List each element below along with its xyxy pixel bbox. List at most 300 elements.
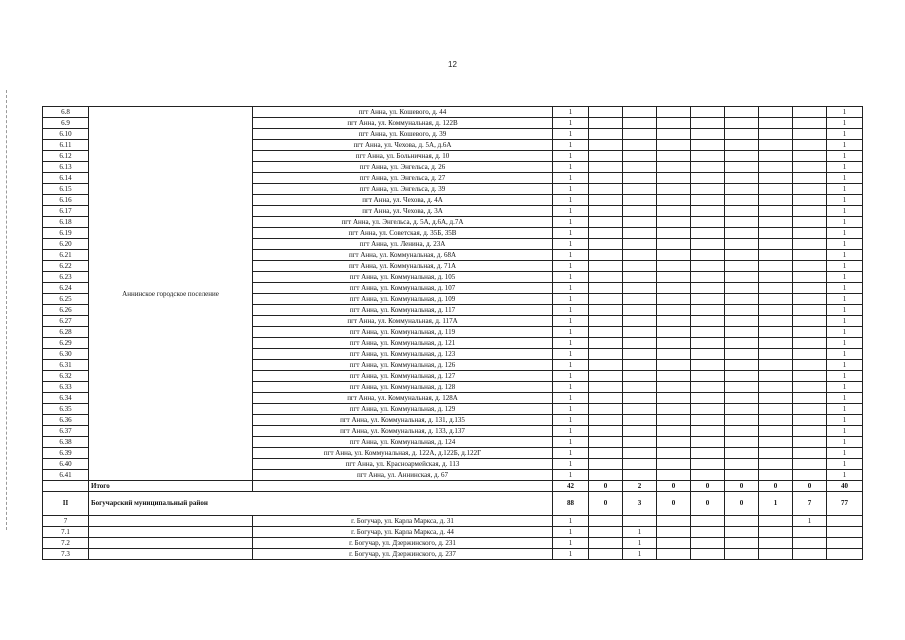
value-cell: 1 bbox=[827, 283, 863, 294]
district-value-cell: 77 bbox=[827, 492, 863, 516]
value-cell: 1 bbox=[553, 151, 589, 162]
value-cell: 1 bbox=[827, 327, 863, 338]
row-number: 6.35 bbox=[43, 404, 89, 415]
value-cell bbox=[657, 283, 691, 294]
value-cell bbox=[691, 140, 725, 151]
value-cell: 1 bbox=[553, 250, 589, 261]
value-cell bbox=[623, 173, 657, 184]
value-cell bbox=[691, 459, 725, 470]
value-cell bbox=[589, 107, 623, 118]
value-cell bbox=[827, 549, 863, 560]
address-cell: пгт Анна, ул. Энгельса, д. 39 bbox=[253, 184, 553, 195]
value-cell bbox=[759, 294, 793, 305]
address-cell: пгт Анна, ул. Кошевого, д. 39 bbox=[253, 129, 553, 140]
value-cell bbox=[657, 338, 691, 349]
value-cell bbox=[691, 382, 725, 393]
value-cell: 1 bbox=[827, 305, 863, 316]
row-number: 6.18 bbox=[43, 217, 89, 228]
value-cell: 1 bbox=[827, 107, 863, 118]
address-cell: пгт Анна, ул. Чехова, д. 3А bbox=[253, 206, 553, 217]
row-number: 6.41 bbox=[43, 470, 89, 481]
value-cell: 1 bbox=[553, 140, 589, 151]
value-cell bbox=[623, 459, 657, 470]
value-cell: 1 bbox=[553, 549, 589, 560]
row-number: 6.20 bbox=[43, 239, 89, 250]
value-cell: 1 bbox=[553, 261, 589, 272]
value-cell bbox=[623, 349, 657, 360]
value-cell: 1 bbox=[827, 316, 863, 327]
value-cell bbox=[793, 415, 827, 426]
value-cell bbox=[725, 217, 759, 228]
total-value-cell: 2 bbox=[623, 481, 657, 492]
row-number: 6.33 bbox=[43, 382, 89, 393]
total-value-cell: 0 bbox=[589, 481, 623, 492]
value-cell bbox=[725, 107, 759, 118]
value-cell bbox=[793, 338, 827, 349]
address-cell: г. Богучар, ул. Дзержинского, д. 237 bbox=[253, 549, 553, 560]
total-value-cell: 0 bbox=[725, 481, 759, 492]
value-cell bbox=[691, 360, 725, 371]
value-cell bbox=[657, 393, 691, 404]
value-cell bbox=[725, 426, 759, 437]
address-cell: пгт Анна, ул. Коммунальная, д. 119 bbox=[253, 327, 553, 338]
value-cell bbox=[623, 360, 657, 371]
value-cell bbox=[589, 217, 623, 228]
value-cell bbox=[793, 316, 827, 327]
value-cell bbox=[657, 217, 691, 228]
address-cell: пгт Анна, ул. Энгельса, д. 26 bbox=[253, 162, 553, 173]
group-blank-cell bbox=[89, 538, 253, 549]
value-cell bbox=[589, 239, 623, 250]
address-cell: пгт Анна, ул. Коммунальная, д. 129 bbox=[253, 404, 553, 415]
value-cell bbox=[657, 382, 691, 393]
value-cell bbox=[793, 129, 827, 140]
value-cell bbox=[793, 107, 827, 118]
value-cell: 1 bbox=[553, 437, 589, 448]
district-value-cell: 0 bbox=[589, 492, 623, 516]
value-cell bbox=[657, 107, 691, 118]
value-cell: 1 bbox=[553, 426, 589, 437]
value-cell bbox=[657, 140, 691, 151]
address-cell: пгт Анна, ул. Коммунальная, д. 127 bbox=[253, 371, 553, 382]
value-cell bbox=[793, 118, 827, 129]
value-cell bbox=[725, 448, 759, 459]
value-cell bbox=[657, 250, 691, 261]
value-cell bbox=[623, 393, 657, 404]
row-number: 6.30 bbox=[43, 349, 89, 360]
row-number: 6.16 bbox=[43, 195, 89, 206]
row-number: 6.28 bbox=[43, 327, 89, 338]
value-cell: 1 bbox=[827, 448, 863, 459]
row-number: 6.9 bbox=[43, 118, 89, 129]
value-cell bbox=[793, 151, 827, 162]
value-cell bbox=[657, 349, 691, 360]
value-cell bbox=[657, 415, 691, 426]
value-cell bbox=[589, 382, 623, 393]
value-cell bbox=[623, 228, 657, 239]
value-cell bbox=[725, 129, 759, 140]
value-cell bbox=[589, 272, 623, 283]
value-cell bbox=[793, 360, 827, 371]
value-cell bbox=[623, 129, 657, 140]
value-cell: 1 bbox=[553, 184, 589, 195]
value-cell bbox=[759, 371, 793, 382]
value-cell bbox=[623, 118, 657, 129]
settlement-group-cell: Аннинское городское поселение bbox=[89, 107, 253, 481]
value-cell: 1 bbox=[623, 527, 657, 538]
value-cell bbox=[623, 162, 657, 173]
value-cell: 1 bbox=[553, 382, 589, 393]
value-cell bbox=[623, 217, 657, 228]
value-cell bbox=[623, 404, 657, 415]
row-number: 6.13 bbox=[43, 162, 89, 173]
total-value-cell: 0 bbox=[691, 481, 725, 492]
value-cell: 1 bbox=[553, 162, 589, 173]
value-cell bbox=[759, 338, 793, 349]
district-value-cell: 0 bbox=[725, 492, 759, 516]
value-cell bbox=[725, 360, 759, 371]
value-cell: 1 bbox=[553, 228, 589, 239]
address-cell: пгт Анна, ул. Коммунальная, д. 121 bbox=[253, 338, 553, 349]
group-blank-cell bbox=[89, 527, 253, 538]
value-cell bbox=[759, 129, 793, 140]
value-cell bbox=[623, 371, 657, 382]
value-cell: 1 bbox=[553, 393, 589, 404]
value-cell bbox=[691, 294, 725, 305]
value-cell bbox=[793, 371, 827, 382]
value-cell bbox=[623, 184, 657, 195]
value-cell: 1 bbox=[553, 239, 589, 250]
value-cell bbox=[657, 261, 691, 272]
value-cell bbox=[589, 527, 623, 538]
value-cell: 1 bbox=[553, 371, 589, 382]
address-cell: г. Богучар, ул. Карла Маркса, д. 31 bbox=[253, 516, 553, 527]
value-cell bbox=[691, 261, 725, 272]
value-cell bbox=[623, 305, 657, 316]
value-cell: 1 bbox=[827, 195, 863, 206]
value-cell bbox=[759, 527, 793, 538]
value-cell bbox=[623, 140, 657, 151]
scan-edge-line bbox=[6, 90, 7, 530]
value-cell bbox=[657, 538, 691, 549]
value-cell bbox=[623, 426, 657, 437]
district-value-cell: 1 bbox=[759, 492, 793, 516]
value-cell bbox=[793, 140, 827, 151]
value-cell: 1 bbox=[827, 404, 863, 415]
value-cell: 1 bbox=[827, 129, 863, 140]
value-cell bbox=[589, 437, 623, 448]
value-cell: 1 bbox=[827, 349, 863, 360]
value-cell bbox=[657, 404, 691, 415]
value-cell bbox=[589, 184, 623, 195]
value-cell bbox=[657, 239, 691, 250]
value-cell: 1 bbox=[553, 305, 589, 316]
address-cell: пгт Анна, ул. Коммунальная, д. 131, д.135 bbox=[253, 415, 553, 426]
value-cell bbox=[657, 206, 691, 217]
value-cell bbox=[759, 283, 793, 294]
value-cell bbox=[725, 470, 759, 481]
table-row bbox=[43, 538, 863, 549]
value-cell bbox=[691, 195, 725, 206]
value-cell bbox=[759, 470, 793, 481]
value-cell bbox=[793, 393, 827, 404]
value-cell: 1 bbox=[553, 360, 589, 371]
address-cell: пгт Анна, ул. Аннинская, д. 67 bbox=[253, 470, 553, 481]
total-address-blank bbox=[253, 481, 553, 492]
row-number: 6.24 bbox=[43, 283, 89, 294]
value-cell bbox=[793, 250, 827, 261]
value-cell bbox=[657, 527, 691, 538]
value-cell bbox=[623, 448, 657, 459]
value-cell bbox=[725, 239, 759, 250]
row-number: 6.29 bbox=[43, 338, 89, 349]
value-cell bbox=[725, 516, 759, 527]
value-cell bbox=[691, 239, 725, 250]
value-cell bbox=[793, 404, 827, 415]
value-cell bbox=[589, 173, 623, 184]
value-cell bbox=[793, 261, 827, 272]
value-cell bbox=[657, 228, 691, 239]
row-number: 7.1 bbox=[43, 527, 89, 538]
row-number: 7.3 bbox=[43, 549, 89, 560]
value-cell bbox=[759, 162, 793, 173]
value-cell bbox=[725, 538, 759, 549]
row-number: 6.12 bbox=[43, 151, 89, 162]
address-cell: пгт Анна, ул. Советская, д. 35Б, 35В bbox=[253, 228, 553, 239]
value-cell bbox=[725, 195, 759, 206]
value-cell bbox=[793, 437, 827, 448]
value-cell bbox=[793, 426, 827, 437]
value-cell bbox=[793, 283, 827, 294]
row-number: 7 bbox=[43, 516, 89, 527]
value-cell: 1 bbox=[553, 470, 589, 481]
value-cell bbox=[691, 283, 725, 294]
value-cell bbox=[793, 527, 827, 538]
value-cell bbox=[759, 217, 793, 228]
value-cell bbox=[589, 162, 623, 173]
value-cell bbox=[691, 327, 725, 338]
value-cell bbox=[623, 382, 657, 393]
value-cell bbox=[725, 338, 759, 349]
value-cell: 1 bbox=[553, 338, 589, 349]
total-value-cell: 0 bbox=[759, 481, 793, 492]
value-cell bbox=[657, 151, 691, 162]
address-cell: пгт Анна, ул. Коммунальная, д. 68А bbox=[253, 250, 553, 261]
value-cell bbox=[589, 140, 623, 151]
value-cell bbox=[725, 294, 759, 305]
value-cell bbox=[691, 129, 725, 140]
value-cell: 1 bbox=[553, 294, 589, 305]
value-cell: 1 bbox=[827, 393, 863, 404]
value-cell bbox=[691, 162, 725, 173]
value-cell bbox=[691, 404, 725, 415]
value-cell bbox=[725, 162, 759, 173]
value-cell bbox=[589, 294, 623, 305]
value-cell bbox=[725, 140, 759, 151]
value-cell bbox=[623, 239, 657, 250]
row-number: 6.36 bbox=[43, 415, 89, 426]
value-cell: 1 bbox=[827, 426, 863, 437]
value-cell bbox=[725, 527, 759, 538]
value-cell: 1 bbox=[553, 459, 589, 470]
value-cell bbox=[589, 371, 623, 382]
value-cell: 1 bbox=[553, 538, 589, 549]
value-cell bbox=[759, 261, 793, 272]
value-cell bbox=[691, 437, 725, 448]
value-cell bbox=[725, 371, 759, 382]
address-cell: пгт Анна, ул. Коммунальная, д. 128 bbox=[253, 382, 553, 393]
address-cell: пгт Анна, ул. Кошевого, д. 44 bbox=[253, 107, 553, 118]
value-cell bbox=[725, 549, 759, 560]
value-cell bbox=[793, 228, 827, 239]
value-cell bbox=[759, 538, 793, 549]
address-cell: пгт Анна, ул. Энгельса, д. 27 bbox=[253, 173, 553, 184]
value-cell bbox=[793, 272, 827, 283]
value-cell bbox=[759, 151, 793, 162]
value-cell bbox=[623, 338, 657, 349]
row-number: 6.38 bbox=[43, 437, 89, 448]
value-cell bbox=[589, 426, 623, 437]
address-cell: пгт Анна, ул. Коммунальная, д. 71А bbox=[253, 261, 553, 272]
value-cell: 1 bbox=[623, 538, 657, 549]
value-cell bbox=[691, 538, 725, 549]
value-cell bbox=[793, 173, 827, 184]
value-cell bbox=[759, 549, 793, 560]
value-cell bbox=[623, 272, 657, 283]
value-cell bbox=[623, 437, 657, 448]
row-number: 6.19 bbox=[43, 228, 89, 239]
value-cell bbox=[691, 118, 725, 129]
row-number: 6.37 bbox=[43, 426, 89, 437]
value-cell: 1 bbox=[827, 338, 863, 349]
value-cell bbox=[759, 426, 793, 437]
value-cell bbox=[589, 404, 623, 415]
value-cell: 1 bbox=[827, 437, 863, 448]
address-cell: пгт Анна, ул. Коммунальная, д. 126 bbox=[253, 360, 553, 371]
value-cell: 1 bbox=[827, 217, 863, 228]
value-cell: 1 bbox=[827, 470, 863, 481]
value-cell bbox=[657, 272, 691, 283]
value-cell bbox=[657, 327, 691, 338]
value-cell: 1 bbox=[827, 294, 863, 305]
value-cell bbox=[691, 470, 725, 481]
row-number: 6.21 bbox=[43, 250, 89, 261]
address-cell: г. Богучар, ул. Дзержинского, д. 231 bbox=[253, 538, 553, 549]
row-number: 6.10 bbox=[43, 129, 89, 140]
value-cell bbox=[759, 316, 793, 327]
value-cell bbox=[691, 250, 725, 261]
value-cell: 1 bbox=[553, 448, 589, 459]
value-cell bbox=[657, 184, 691, 195]
value-cell bbox=[623, 107, 657, 118]
value-cell bbox=[759, 206, 793, 217]
row-number: 6.34 bbox=[43, 393, 89, 404]
address-cell: пгт Анна, ул. Коммунальная, д. 117 bbox=[253, 305, 553, 316]
value-cell bbox=[623, 250, 657, 261]
district-value-cell: 88 bbox=[553, 492, 589, 516]
value-cell bbox=[589, 338, 623, 349]
value-cell: 1 bbox=[553, 173, 589, 184]
table-row bbox=[43, 527, 863, 538]
value-cell bbox=[691, 228, 725, 239]
total-value-cell: 0 bbox=[793, 481, 827, 492]
value-cell: 1 bbox=[827, 184, 863, 195]
address-cell: г. Богучар, ул. Карла Маркса, д. 44 bbox=[253, 527, 553, 538]
value-cell bbox=[759, 404, 793, 415]
value-cell bbox=[657, 195, 691, 206]
value-cell bbox=[759, 415, 793, 426]
value-cell bbox=[759, 393, 793, 404]
housing-table bbox=[42, 106, 863, 560]
value-cell: 1 bbox=[553, 349, 589, 360]
value-cell bbox=[759, 239, 793, 250]
value-cell bbox=[793, 448, 827, 459]
value-cell: 1 bbox=[553, 415, 589, 426]
value-cell bbox=[725, 305, 759, 316]
value-cell: 1 bbox=[827, 272, 863, 283]
value-cell bbox=[657, 371, 691, 382]
value-cell bbox=[759, 140, 793, 151]
value-cell bbox=[793, 294, 827, 305]
value-cell bbox=[691, 305, 725, 316]
value-cell bbox=[759, 184, 793, 195]
value-cell bbox=[793, 195, 827, 206]
district-value-cell: 0 bbox=[657, 492, 691, 516]
value-cell bbox=[657, 516, 691, 527]
value-cell bbox=[759, 349, 793, 360]
value-cell bbox=[827, 516, 863, 527]
value-cell bbox=[589, 305, 623, 316]
value-cell bbox=[827, 538, 863, 549]
value-cell bbox=[589, 118, 623, 129]
value-cell: 1 bbox=[827, 140, 863, 151]
row-number: 6.40 bbox=[43, 459, 89, 470]
row-number: 6.22 bbox=[43, 261, 89, 272]
value-cell bbox=[793, 549, 827, 560]
value-cell bbox=[793, 184, 827, 195]
value-cell bbox=[759, 459, 793, 470]
value-cell bbox=[589, 228, 623, 239]
value-cell bbox=[691, 338, 725, 349]
row-number: 6.39 bbox=[43, 448, 89, 459]
value-cell bbox=[725, 327, 759, 338]
value-cell bbox=[793, 349, 827, 360]
value-cell bbox=[725, 250, 759, 261]
value-cell bbox=[623, 151, 657, 162]
group-blank-cell bbox=[89, 516, 253, 527]
address-cell: пгт Анна, ул. Коммунальная, д. 123 bbox=[253, 349, 553, 360]
district-value-cell: 7 bbox=[793, 492, 827, 516]
value-cell bbox=[691, 527, 725, 538]
value-cell bbox=[589, 129, 623, 140]
total-row bbox=[43, 481, 863, 492]
value-cell: 1 bbox=[553, 516, 589, 527]
value-cell bbox=[759, 118, 793, 129]
value-cell bbox=[657, 426, 691, 437]
value-cell bbox=[589, 206, 623, 217]
value-cell: 1 bbox=[827, 360, 863, 371]
value-cell bbox=[623, 470, 657, 481]
value-cell bbox=[691, 107, 725, 118]
value-cell: 1 bbox=[553, 107, 589, 118]
value-cell bbox=[589, 549, 623, 560]
value-cell bbox=[725, 151, 759, 162]
value-cell bbox=[691, 549, 725, 560]
row-number: 6.32 bbox=[43, 371, 89, 382]
value-cell bbox=[725, 173, 759, 184]
total-label: Итого bbox=[89, 481, 253, 492]
value-cell: 1 bbox=[827, 459, 863, 470]
